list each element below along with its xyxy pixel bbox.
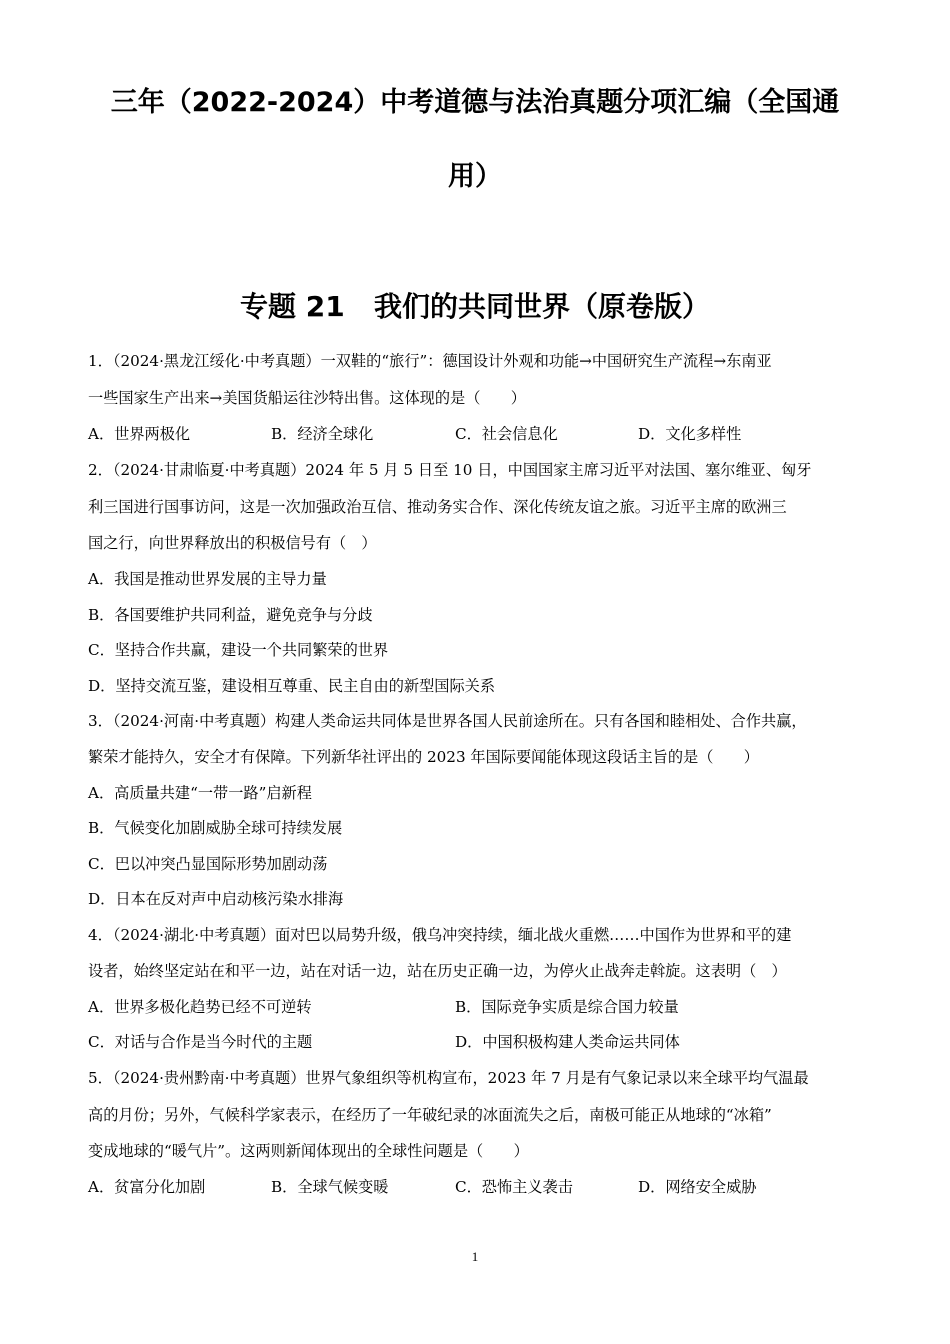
- option-d: D．网络安全威胁: [638, 1178, 757, 1196]
- option-d: D．中国积极构建人类命运共同体: [455, 1033, 680, 1051]
- option-c: C．恐怖主义袭击: [455, 1178, 573, 1196]
- option-b: B．各国要维护共同利益，避免竞争与分歧: [88, 606, 373, 624]
- option-a: A．贫富分化加剧: [88, 1178, 206, 1196]
- option-c: C．巴以冲突凸显国际形势加剧动荡: [88, 855, 328, 873]
- option-a: A．我国是推动世界发展的主导力量: [88, 570, 327, 588]
- option-b: B．经济全球化: [271, 425, 374, 443]
- question-stem-line: 高的月份；另外，气候科学家表示，在经历了一年破纪录的冰面流失之后，南极可能正从地球的“冰箱”: [88, 1106, 772, 1124]
- question-stem-line: 4．（2024·湖北·中考真题）面对巴以局势升级，俄乌冲突持续，缅北战火重燃……中国作为世界和平的建: [88, 926, 792, 944]
- option-a: A．世界多极化趋势已经不可逆转: [88, 998, 312, 1016]
- question-stem-line: 变成地球的“暖气片”。这两则新闻体现出的全球性问题是（ ）: [88, 1142, 529, 1160]
- option-c: C．对话与合作是当今时代的主题: [88, 1033, 313, 1051]
- option-c: C．社会信息化: [455, 425, 558, 443]
- option-a: A．世界两极化: [88, 425, 191, 443]
- question-stem-line: 国之行，向世界释放出的积极信号有（ ）: [88, 534, 377, 552]
- question-stem-line: 3．（2024·河南·中考真题）构建人类命运共同体是世界各国人民前途所在。只有各国和睦相处、合作共赢，: [88, 712, 807, 730]
- question-stem-line: 利三国进行国事访问，这是一次加强政治互信、推动务实合作、深化传统友谊之旅。习近平主席的欧洲三: [88, 498, 787, 516]
- question-stem-line: 5．（2024·贵州黔南·中考真题）世界气象组织等机构宣布，2023 年 7 月是有气象记录以来全球平均气温最: [88, 1069, 809, 1087]
- option-d: D．文化多样性: [638, 425, 742, 443]
- option-b: B．气候变化加剧威胁全球可持续发展: [88, 819, 343, 837]
- question-stem-line: 设者，始终坚定站在和平一边，站在对话一边，站在历史正确一边，为停火止战奔走斡旋。这表明（ ）: [88, 962, 787, 980]
- option-d: D．日本在反对声中启动核污染水排海: [88, 890, 344, 908]
- question-stem-line: 1．（2024·黑龙江绥化·中考真题）一双鞋的“旅行”：德国设计外观和功能→中国研究生产流程→东南亚: [88, 352, 772, 370]
- question-stem-line: 2．（2024·甘肃临夏·中考真题）2024 年 5 月 5 日至 10 日，中国国家主席习近平对法国、塞尔维亚、匈牙: [88, 461, 812, 479]
- question-stem-line: 一些国家生产出来→美国货船运往沙特出售。这体现的是（ ）: [88, 389, 526, 407]
- option-a: A．高质量共建“一带一路”启新程: [88, 784, 312, 802]
- option-b: B．全球气候变暖: [271, 1178, 389, 1196]
- document-title-line-1: 三年（2022-2024）中考道德与法治真题分项汇编（全国通: [110, 87, 840, 118]
- option-b: B．国际竞争实质是综合国力较量: [455, 998, 679, 1016]
- topic-subtitle: 专题 21 我们的共同世界（原卷版）: [240, 290, 710, 323]
- document-title-line-2: 用）: [448, 161, 502, 192]
- option-c: C．坚持合作共赢，建设一个共同繁荣的世界: [88, 641, 389, 659]
- page-number: 1: [471, 1249, 479, 1264]
- option-d: D．坚持交流互鉴，建设相互尊重、民主自由的新型国际关系: [88, 677, 496, 695]
- question-stem-line: 繁荣才能持久，安全才有保障。下列新华社评出的 2023 年国际要闻能体现这段话主旨的是（ ）: [88, 748, 759, 766]
